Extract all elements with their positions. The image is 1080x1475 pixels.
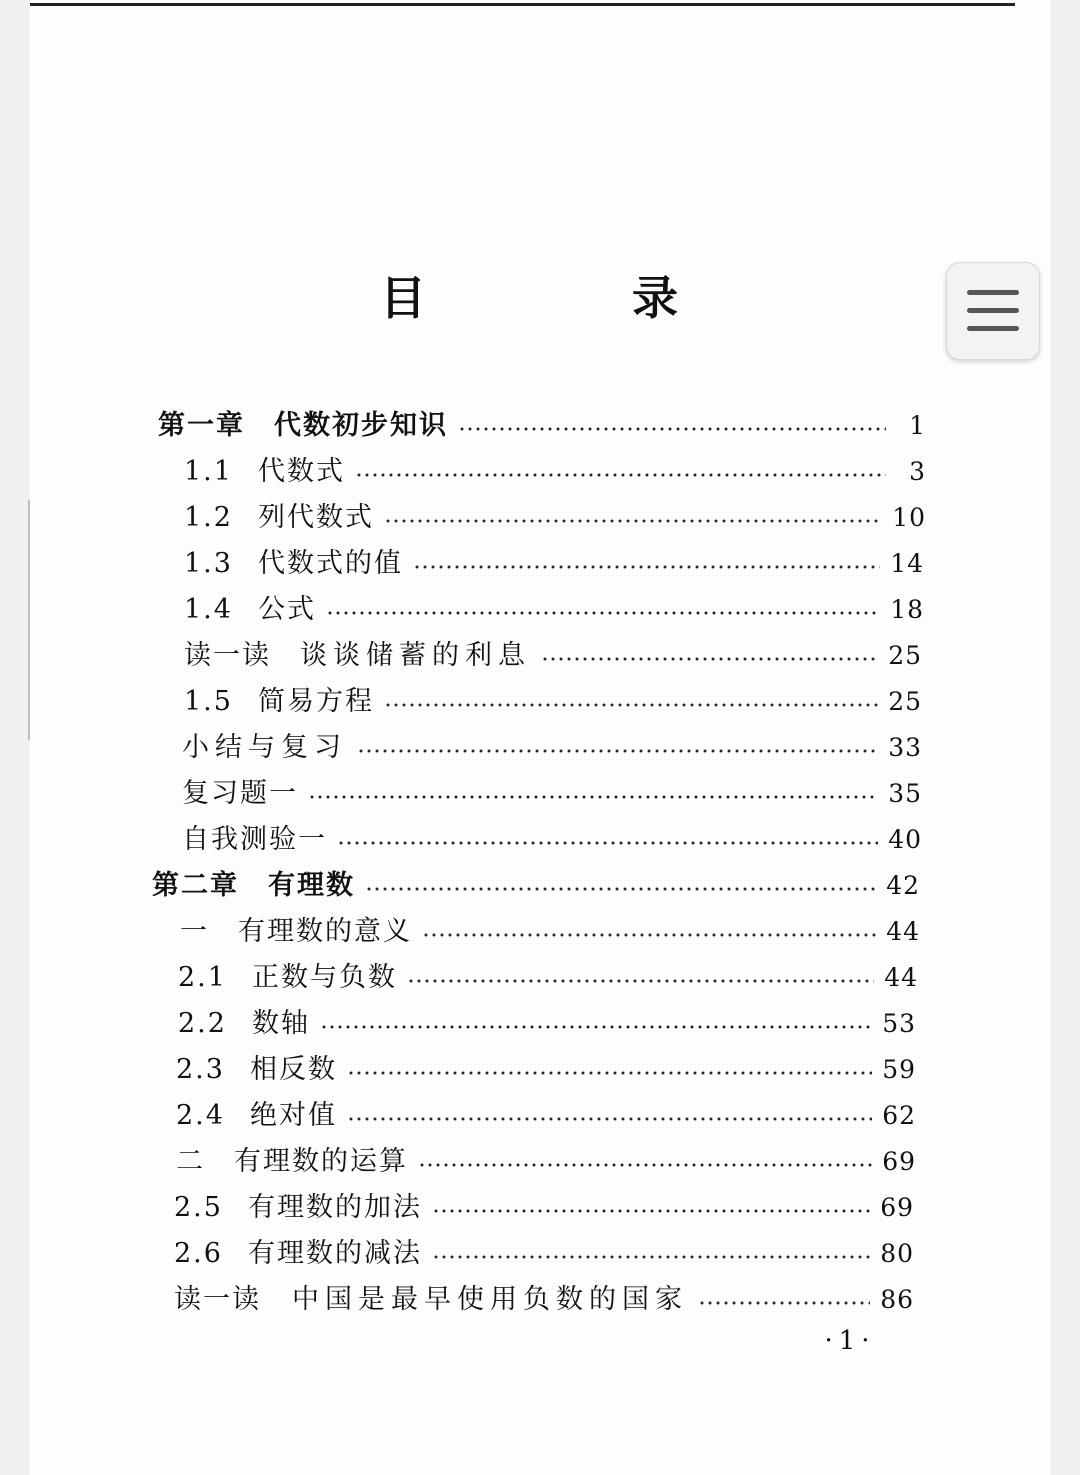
toc-section-number: 2.1 (178, 962, 227, 993)
toc-section-number: 1.1 (184, 456, 233, 487)
dot-leader (384, 519, 882, 523)
dot-leader (432, 1255, 870, 1259)
toc-entry-title: 公式 (258, 594, 316, 625)
toc-entry-title: 复习题一 (182, 778, 298, 809)
toc-page-number: 14 (890, 549, 924, 578)
toc-entry-title: 有理数的加法 (248, 1192, 422, 1223)
toc-page-number: 33 (888, 733, 922, 762)
toc-section-number: 2.5 (174, 1192, 223, 1223)
toc-entry-title: 代数式 (258, 456, 345, 487)
dot-leader (355, 473, 886, 477)
toc-page-number: 53 (882, 1009, 916, 1038)
toc-entry-title: 谈谈储蓄的利息 (300, 640, 531, 671)
toc-entry-title: 相反数 (250, 1054, 337, 1085)
toc-reading-label: 读一读 (184, 640, 271, 671)
toc-entry[interactable] (174, 1277, 914, 1317)
toc-entry[interactable] (180, 909, 920, 949)
toc-section-number: 2.3 (176, 1054, 225, 1085)
toc-section-number: 1.2 (184, 502, 233, 533)
toc-page-number: 18 (890, 595, 924, 624)
toc-entry-title: 数轴 (252, 1008, 310, 1039)
toc-entry-title: 有理数的减法 (248, 1238, 422, 1269)
toc-entry[interactable] (158, 403, 926, 443)
dot-leader (308, 795, 878, 799)
toc-entry[interactable] (178, 1001, 916, 1041)
dot-leader (422, 933, 876, 937)
toc-entry-title: 有理数的运算 (234, 1146, 408, 1177)
dot-leader (384, 703, 878, 707)
toc-page-number: 62 (882, 1101, 916, 1130)
toc-reading-label: 读一读 (174, 1284, 261, 1315)
hamburger-menu-icon (965, 286, 1021, 336)
toc-entry[interactable] (174, 1185, 914, 1225)
toc-entry[interactable] (184, 541, 924, 581)
toc-part-number: 一 (180, 916, 209, 947)
toc-section-number: 2.2 (178, 1008, 227, 1039)
toc-entry[interactable] (182, 817, 922, 857)
dot-leader (337, 841, 878, 845)
toc-entry[interactable] (178, 955, 918, 995)
toc-entry-title: 有理数 (268, 870, 355, 901)
toc-page-number: 80 (880, 1239, 914, 1268)
dot-leader (347, 1071, 872, 1075)
toc-entry[interactable] (174, 1231, 914, 1271)
toc-page-number: 69 (882, 1147, 916, 1176)
toc-page-number: 3 (909, 457, 926, 486)
toc-page-number: 86 (880, 1285, 914, 1314)
toc-entry-title: 代数式的值 (258, 548, 403, 579)
toc-entry-title: 绝对值 (250, 1100, 337, 1131)
toc-part-number: 二 (176, 1146, 205, 1177)
toc-entry-title: 代数初步知识 (274, 410, 448, 441)
toc-page-number: 35 (888, 779, 922, 808)
toc-page-number: 69 (880, 1193, 914, 1222)
dot-leader (418, 1163, 872, 1167)
toc-page-number: 44 (886, 917, 920, 946)
toc-entry[interactable] (176, 1047, 916, 1087)
dot-leader (407, 979, 874, 983)
dot-leader (357, 749, 878, 753)
toc-entry-title: 正数与负数 (252, 962, 397, 993)
page-folio-number: ·1· (824, 1326, 876, 1356)
toc-chapter-number: 第一章 (158, 410, 245, 441)
dot-leader (326, 611, 880, 615)
toc-page-number: 25 (888, 641, 922, 670)
toc-page-number: 25 (888, 687, 922, 716)
toc-entry[interactable] (176, 1139, 916, 1179)
toc-page-number: 59 (882, 1055, 916, 1084)
toc-chapter-number: 第二章 (152, 870, 239, 901)
toc-entry-title: 有理数的意义 (238, 916, 412, 947)
toc-page-number: 44 (884, 963, 918, 992)
toc-entry[interactable] (184, 633, 922, 673)
toc-entry-title: 简易方程 (258, 686, 374, 717)
page-title: 目 录 (380, 271, 758, 325)
toc-entry-title: 小结与复习 (182, 732, 347, 763)
toc-section-number: 2.4 (176, 1100, 225, 1131)
dot-leader (347, 1117, 872, 1121)
toc-section-number: 1.5 (184, 686, 233, 717)
dot-leader (413, 565, 880, 569)
toc-entry[interactable] (182, 725, 922, 765)
toc-page-number: 1 (909, 411, 926, 440)
dot-leader (365, 887, 876, 891)
toc-section-number: 2.6 (174, 1238, 223, 1269)
menu-button[interactable] (946, 262, 1040, 360)
dot-leader (320, 1025, 872, 1029)
toc-entry[interactable] (182, 771, 922, 811)
toc-entry[interactable] (152, 863, 920, 903)
toc-section-number: 1.4 (184, 594, 233, 625)
toc-page-number: 40 (888, 825, 922, 854)
dot-leader (458, 427, 886, 431)
toc-entry[interactable] (184, 449, 926, 489)
toc-entry-title: 列代数式 (258, 502, 374, 533)
toc-section-number: 1.3 (184, 548, 233, 579)
dot-leader (432, 1209, 870, 1213)
toc-entry-title: 中国是最早使用负数的国家 (292, 1284, 688, 1315)
toc-entry[interactable] (176, 1093, 916, 1133)
dot-leader (698, 1301, 870, 1305)
toc-entry[interactable] (184, 679, 922, 719)
toc-entry[interactable] (184, 587, 924, 627)
toc-page-number: 42 (886, 871, 920, 900)
toc-page-number: 10 (892, 503, 926, 532)
toc-entry-title: 自我测验一 (182, 824, 327, 855)
dot-leader (541, 657, 878, 661)
toc-entry[interactable] (184, 495, 926, 535)
